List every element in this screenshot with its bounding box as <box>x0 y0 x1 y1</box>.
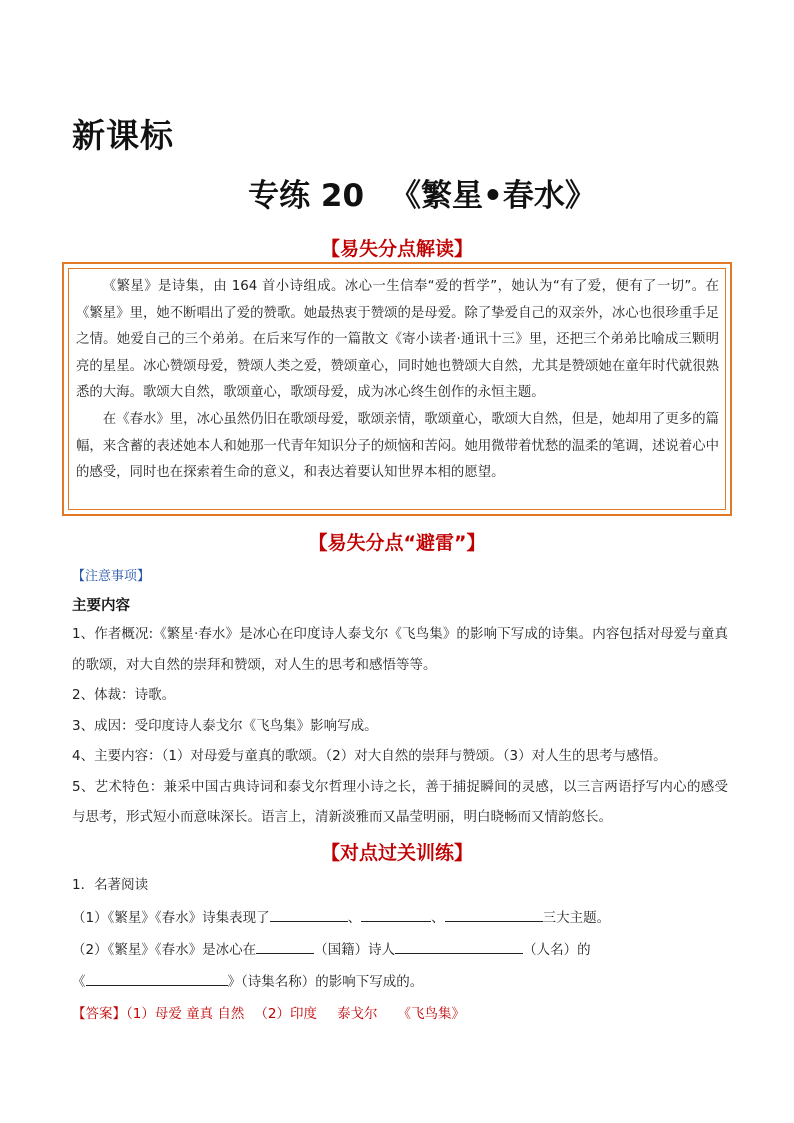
list-item: 4、主要内容：（1）对母爱与童真的歌颂。（2）对大自然的崇拜与赞颂。（3）对人生的思考与感悟。 <box>72 748 667 764</box>
question-2 <box>72 938 732 958</box>
answer-blank[interactable] <box>256 938 314 954</box>
title-main: 《繁星•春水》 <box>390 178 596 214</box>
question-1 <box>72 906 732 926</box>
separator: 、 <box>347 910 362 926</box>
section-heading-avoid: 【易失分点“避雷”】 <box>308 532 486 554</box>
answer-blank[interactable] <box>361 906 431 922</box>
question-2-open: 《 <box>72 974 86 990</box>
question-2-text-b: （国籍）诗人 <box>314 942 396 958</box>
question-title: 1．名著阅读 <box>72 877 149 893</box>
question-2-close: 》（诗集名称）的影响下写成的。 <box>227 974 424 990</box>
page-title <box>0 170 794 215</box>
answer-part-3: 泰戈尔 <box>337 1006 378 1022</box>
section-heading-interpretation: 【易失分点解读】 <box>320 238 473 260</box>
answer-blank[interactable] <box>395 938 523 954</box>
interpretation-box <box>62 262 732 516</box>
question-1-text: （1）《繁星》《春水》诗集表现了 <box>72 910 270 926</box>
question-2-text-a: （2）《繁星》《春水》是冰心在 <box>72 942 257 958</box>
answer-part-4: 《飞鸟集》 <box>397 1006 466 1022</box>
answer-label: 【答案】 <box>72 1006 126 1022</box>
answer-blank[interactable] <box>270 906 348 922</box>
list-item: 5、艺术特色：兼采中国古典诗词和泰戈尔哲理小诗之长，善于捕捉瞬间的灵感，以三言两语抒写内心的感受与思考，形式短小而意味深长。语言上，清新淡雅而又晶莹明丽，明白晓畅而又情韵悠长。 <box>72 778 728 825</box>
answer-line <box>72 1002 465 1022</box>
main-content-list <box>72 619 728 833</box>
section-heading-training: 【对点过关训练】 <box>320 842 473 864</box>
question-2-text-c: （人名）的 <box>523 942 591 958</box>
interpretation-paragraph-1: 《繁星》是诗集，由 164 首小诗组成。冰心一生信奉“爱的哲学”，她认为“有了爱，便有了一切”。在《繁星》里，她不断唱出了爱的赞歌。她最热衷于赞颂的是母爱。除了挚爱自己的双亲外，冰心也很珍重手足之情。她爱自己的三个弟弟。在后来写作的一篇散文《寄小读者·通讯十三》里，还把三个弟弟比喻成三颗明亮的星星。冰心赞颂母爱，赞颂人类之爱，赞颂童心，同时她也赞颂大自然，尤其是赞颂她在童年时代就很熟悉的大海。歌颂大自然，歌颂童心，歌颂母爱，成为冰心终生创作的永恒主题。 <box>76 279 719 401</box>
separator: 、 <box>431 910 445 926</box>
list-item: 1、作者概况:《繁星·春水》是冰心在印度诗人泰戈尔《飞鸟集》的影响下写成的诗集。内容包括对母爱与童真的歌颂，对大自然的崇拜和赞颂，对人生的思考和感悟等等。 <box>72 626 728 673</box>
interpretation-box-inner <box>68 268 726 510</box>
list-item: 3、成因：受印度诗人泰戈尔《飞鸟集》影响写成。 <box>72 717 378 734</box>
question-1-end: 三大主题。 <box>542 910 611 926</box>
note-label: 【注意事项】 <box>72 569 151 584</box>
interpretation-paragraph-2: 在《春水》里，冰心虽然仍旧在歌颂母爱，歌颂亲情，歌颂童心，歌颂大自然，但是，她却用了更多的篇幅，来含蓄的表述她本人和她那一代青年知识分子的烦恼和苦闷。她用微带着忧愁的温柔的笔调，述说着心中的感受，同时也在探索着生命的意义，和表达着要认知世界本相的愿望。 <box>76 411 719 481</box>
title-prefix: 专练 20 <box>248 178 365 214</box>
answer-blank[interactable] <box>86 970 228 986</box>
answer-part-2: （2）印度 <box>254 1006 318 1022</box>
main-content-heading: 主要内容 <box>72 598 130 614</box>
brand-label: 新课标 <box>72 116 174 155</box>
question-2-cont <box>72 970 732 990</box>
list-item: 2、体裁：诗歌。 <box>72 687 176 703</box>
answer-part-1: （1）母爱 童真 自然 <box>126 1006 245 1022</box>
answer-blank[interactable] <box>445 906 543 922</box>
